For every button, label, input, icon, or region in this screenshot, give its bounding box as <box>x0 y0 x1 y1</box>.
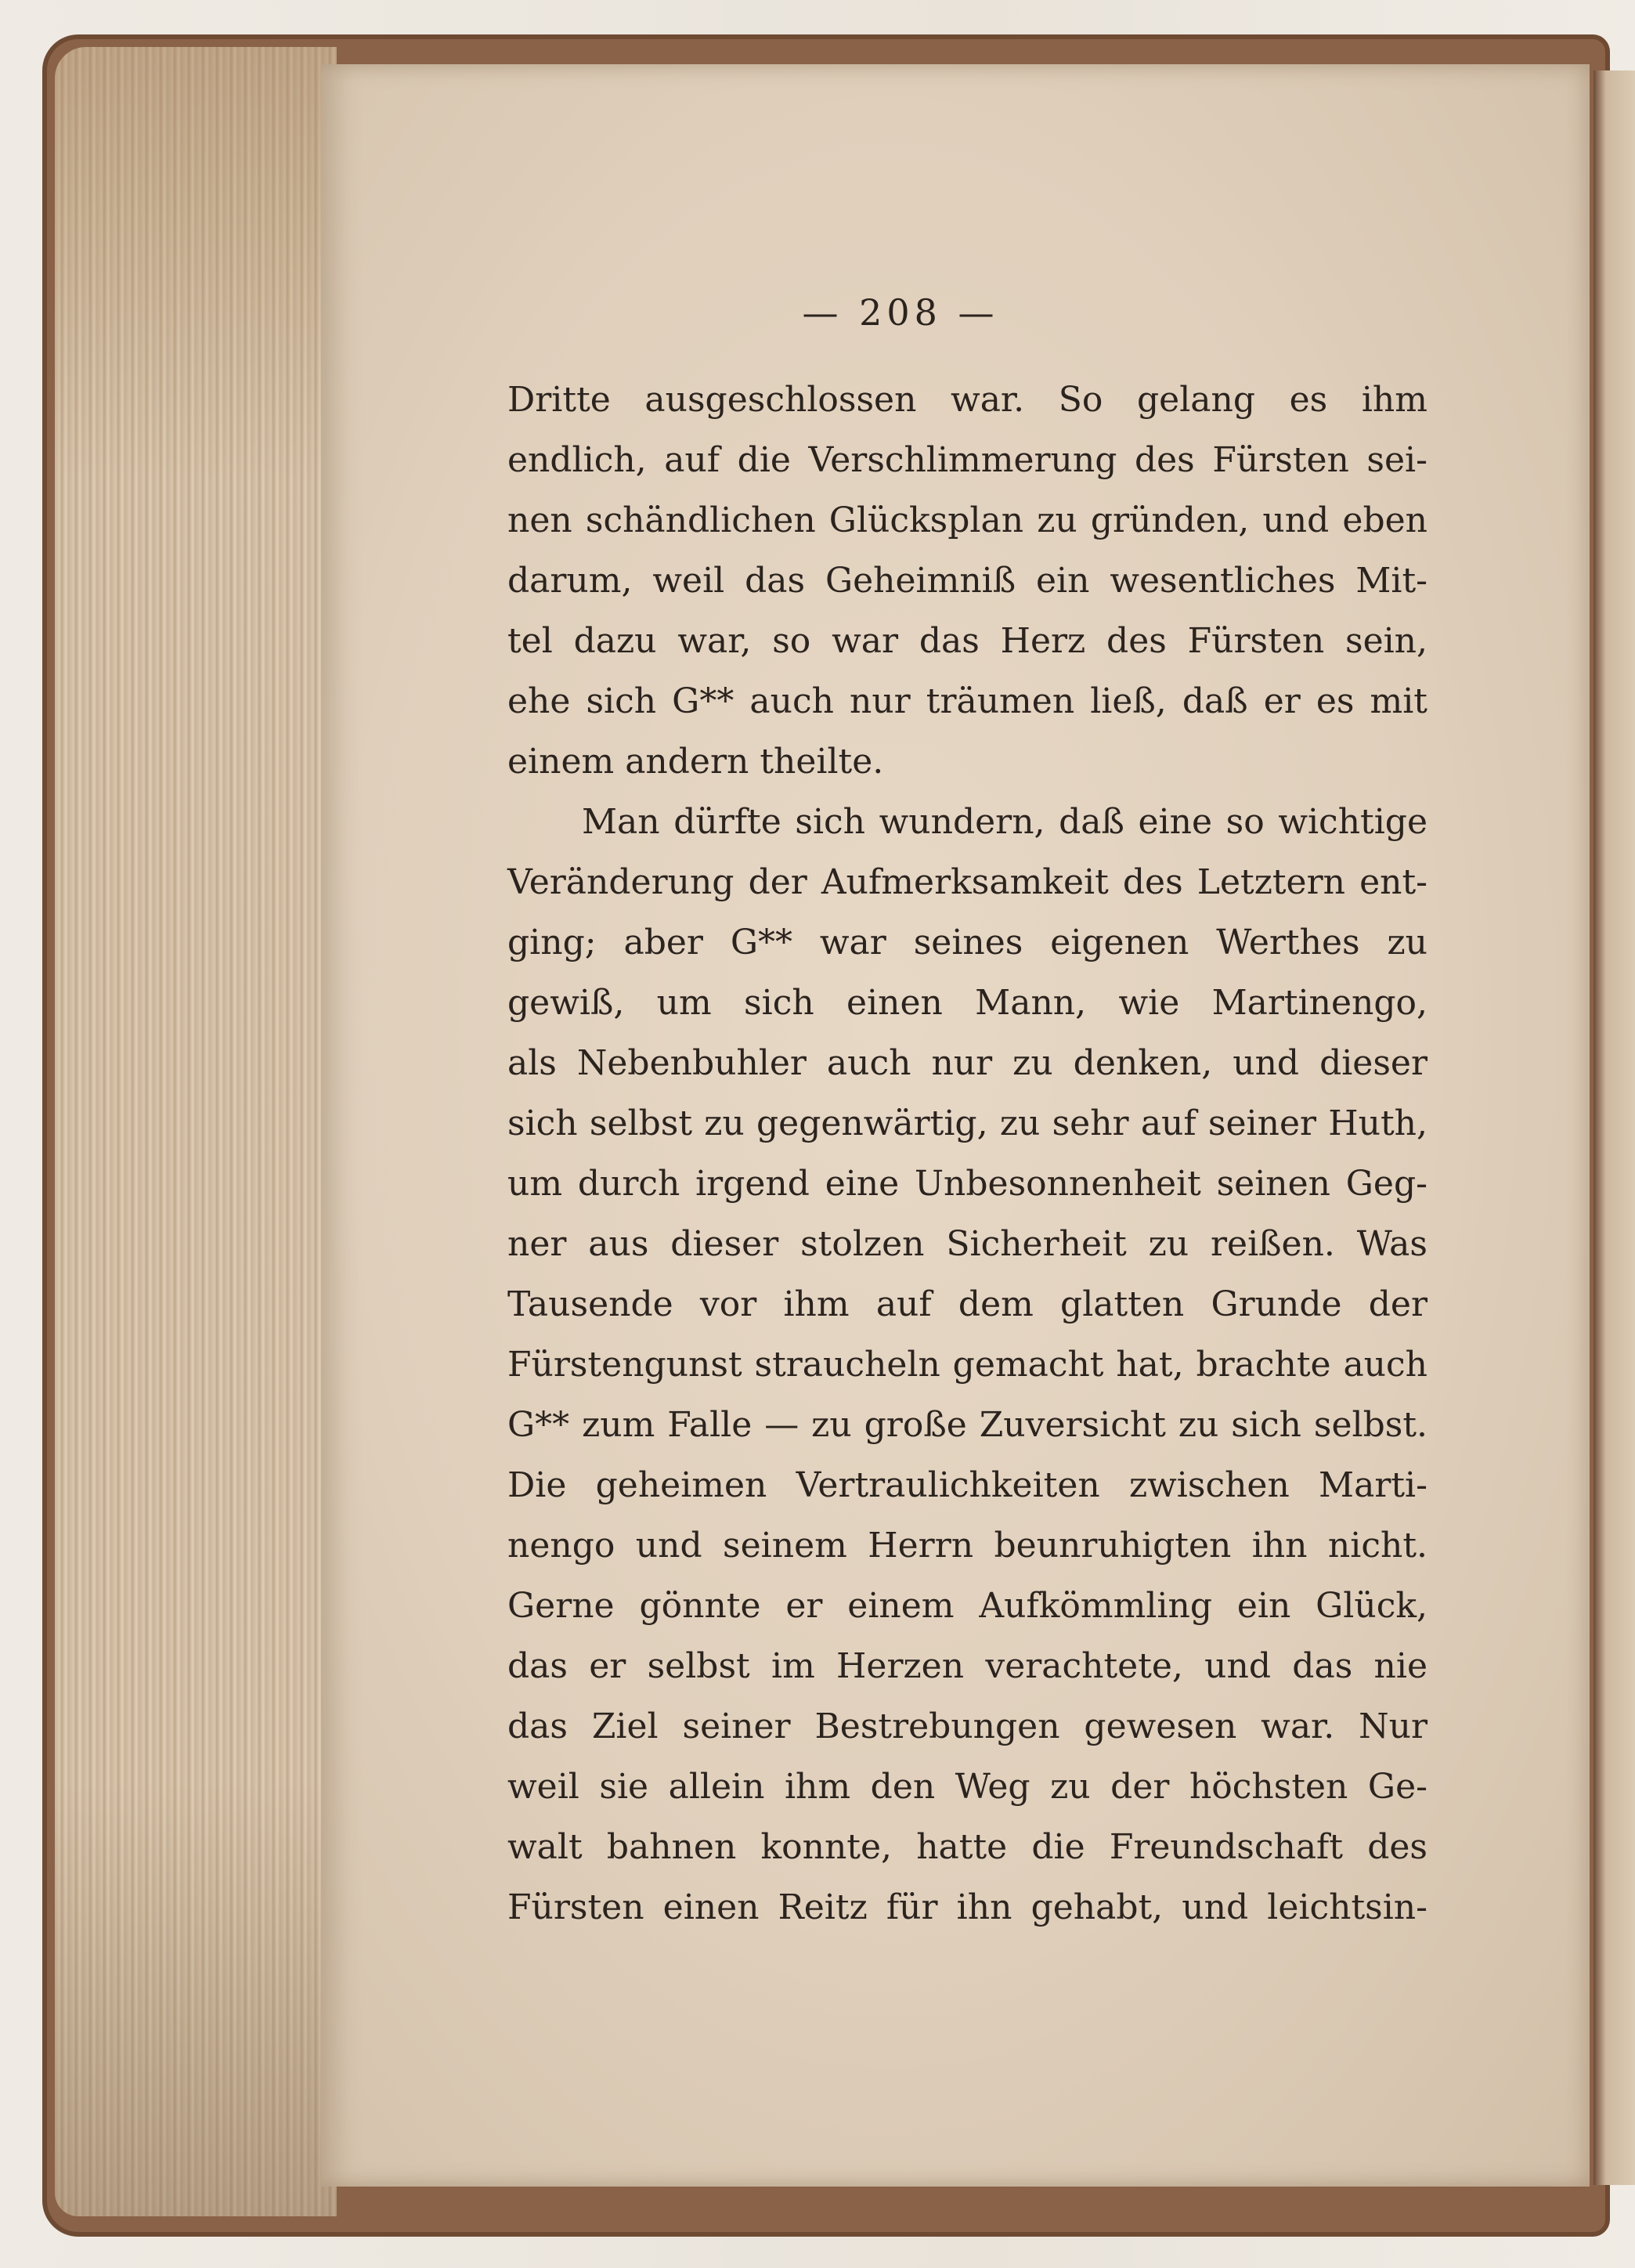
text-line: Die geheimen Vertraulichkeiten zwischen Marti- <box>507 1465 1427 1505</box>
text-line: ging; aber G** war seines eigenen Werthes zu <box>507 923 1427 962</box>
text-line: um durch irgend eine Unbesonnenheit seinen Geg- <box>507 1164 1427 1204</box>
text-line: nengo und seinem Herrn beunruhigten ihn nicht. <box>507 1526 1427 1566</box>
page-edges <box>55 47 337 2216</box>
text-line: einem andern theilte. <box>507 742 884 782</box>
text-line: ehe sich G** auch nur träumen ließ, daß er es mit <box>507 681 1427 721</box>
facing-page-edge <box>1593 70 1635 2185</box>
text-line: darum, weil das Geheimniß ein wesentliches Mit- <box>507 561 1427 601</box>
text-line: das Ziel seiner Bestrebungen gewesen war. Nur <box>507 1706 1427 1746</box>
text-line: Veränderung der Aufmerksamkeit des Letztern ent- <box>507 862 1427 902</box>
text-line: endlich, auf die Verschlimmerung des Fürsten sei- <box>507 440 1427 480</box>
text-line: Fürsten einen Reitz für ihn gehabt, und leichtsin- <box>507 1887 1427 1927</box>
text-line: gewiß, um sich einen Mann, wie Martinengo, <box>507 983 1427 1023</box>
text-line: das er selbst im Herzen verachtete, und das nie <box>507 1646 1427 1686</box>
text-line: Man dürfte sich wundern, daß eine so wichtige <box>582 802 1427 842</box>
text-line: ner aus dieser stolzen Sicherheit zu reißen. Was <box>507 1224 1427 1264</box>
text-line: tel dazu war, so war das Herz des Fürsten sein, <box>507 621 1427 661</box>
text-line: als Nebenbuhler auch nur zu denken, und dieser <box>507 1043 1427 1083</box>
text-line: Dritte ausgeschlossen war. So gelang es ihm <box>507 380 1427 420</box>
text-line: Fürstengunst straucheln gemacht hat, brachte auch <box>507 1345 1427 1385</box>
text-line: walt bahnen konnte, hatte die Freundschaft des <box>507 1827 1427 1867</box>
body-text <box>507 370 1427 1938</box>
text-line: nen schändlichen Glücksplan zu gründen, und eben <box>507 500 1427 540</box>
text-line: weil sie allein ihm den Weg zu der höchsten Ge- <box>507 1767 1427 1807</box>
page-number: — 208 — <box>802 291 999 334</box>
text-line: sich selbst zu gegenwärtig, zu sehr auf seiner Huth, <box>507 1103 1427 1143</box>
text-line: G** zum Falle — zu große Zuversicht zu sich selbst. <box>507 1405 1427 1445</box>
text-line: Tausende vor ihm auf dem glatten Grunde der <box>507 1284 1427 1324</box>
text-line: Gerne gönnte er einem Aufkömmling ein Glück, <box>507 1586 1427 1626</box>
